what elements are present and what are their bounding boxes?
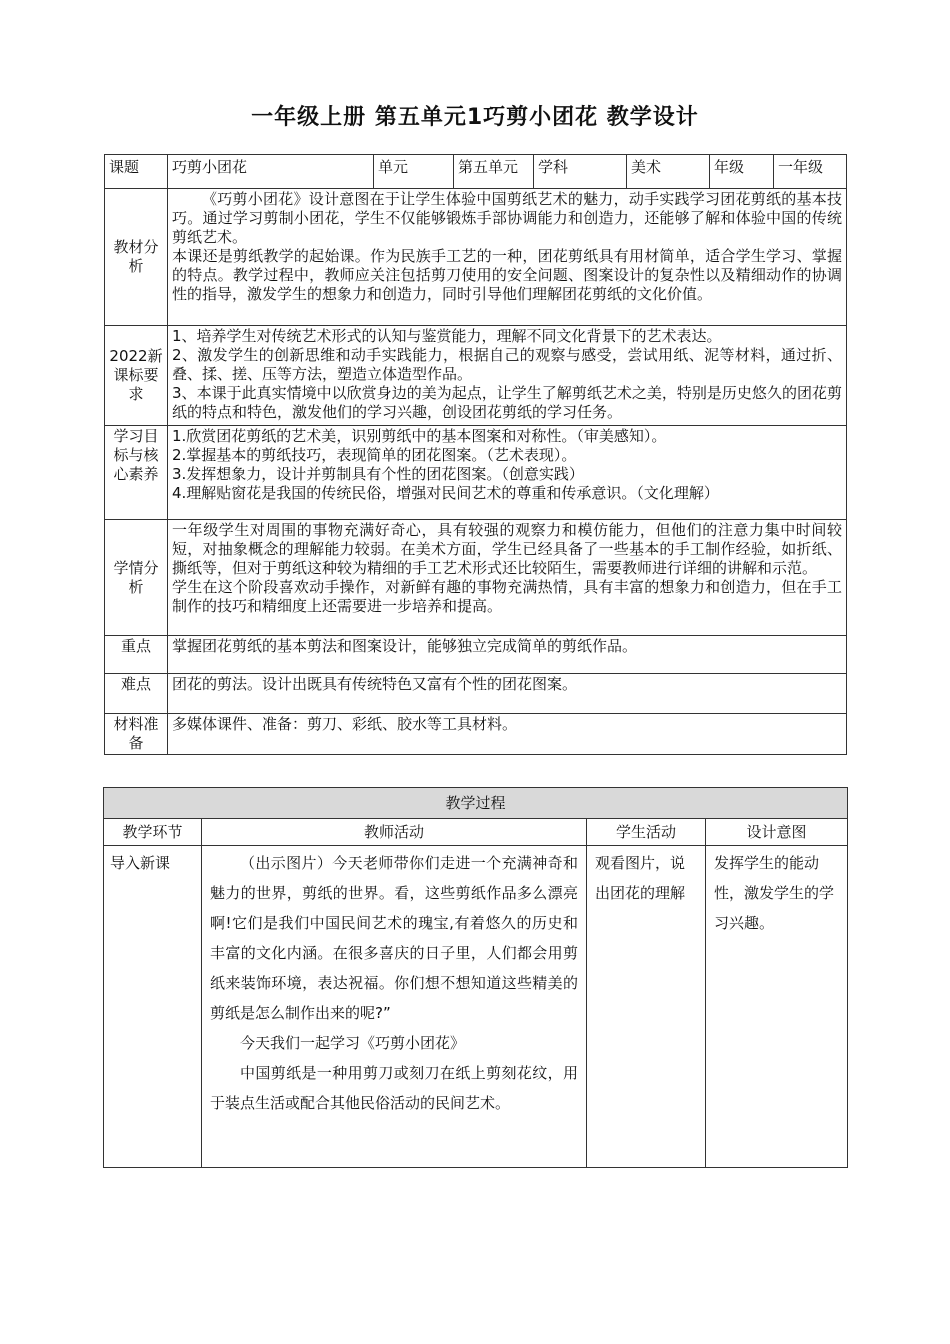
process-row	[104, 846, 848, 1168]
goals-item: 3.发挥想象力，设计并剪制具有个性的团花图案。（创意实践）	[172, 465, 584, 483]
header-stage: 教学环节	[104, 819, 202, 846]
process-header-row	[104, 819, 848, 846]
subject-label: 学科	[534, 155, 627, 189]
unit-value: 第五单元	[454, 155, 534, 189]
learners-row	[105, 520, 847, 636]
learners-paragraph: 一年级学生对周围的事物充满好奇心，具有较强的观察力和模仿能力，但他们的注意力集中时间较短，对抽象概念的理解能力较弱。在美术方面，学生已经具备了一些基本的手工制作经验，如折纸、撕纸等，但对于剪纸这种较为精细的手工艺术形式还比较陌生，需要教师进行详细的讲解和示范。	[172, 521, 842, 577]
teacher-paragraph: 今天我们一起学习《巧剪小团花》	[240, 1034, 466, 1052]
standard-item: 2、激发学生的创新思维和动手实践能力，根据自己的观察与感受，尝试用纸、泥等材料，通过折、叠、揉、搓、压等方法，塑造立体造型作品。	[172, 346, 842, 383]
info-row	[105, 155, 847, 189]
student-activity-cell: 观看图片，说出团花的理解	[587, 846, 706, 1168]
analysis-paragraph: 《巧剪小团花》设计意图在于让学生体验中国剪纸艺术的魅力，动手实践学习团花剪纸的基本技巧。通过学习剪制小团花，学生不仅能够锻炼手部协调能力和创造力，还能够了解和体验中国的传统剪纸艺术。	[172, 190, 842, 246]
goals-row	[105, 426, 847, 520]
materials-row	[105, 714, 847, 755]
analysis-content	[168, 189, 847, 326]
standard-item: 1、培养学生对传统艺术形式的认知与鉴赏能力，理解不同文化背景下的艺术表达。	[172, 327, 722, 345]
stage-cell: 导入新课	[104, 846, 202, 1168]
learners-label: 学情分析	[105, 520, 168, 636]
subject-value: 美术	[627, 155, 710, 189]
teacher-activity-cell	[202, 846, 587, 1168]
goals-item: 1.欣赏团花剪纸的艺术美，识别剪纸中的基本图案和对称性。（审美感知）。	[172, 427, 667, 445]
goals-item: 4.理解贴窗花是我国的传统民俗，增强对民间艺术的尊重和传承意识。（文化理解）	[172, 484, 719, 502]
learners-paragraph: 学生在这个阶段喜欢动手操作，对新鲜有趣的事物充满热情，具有丰富的想象力和创造力，但在手工制作的技巧和精细度上还需要进一步培养和提高。	[172, 578, 842, 615]
standard-item: 3、本课于此真实情境中以欣赏身边的美为起点，让学生了解剪纸艺术之美，特别是历史悠久的团花剪纸的特点和特色，激发他们的学习兴趣，创设团花剪纸的学习任务。	[172, 384, 842, 421]
materials-label: 材料准备	[105, 714, 168, 755]
difficulties-label: 难点	[105, 674, 168, 714]
grade-label: 年级	[710, 155, 774, 189]
difficulties-row	[105, 674, 847, 714]
topic-label: 课题	[105, 155, 168, 189]
grade-value: 一年级	[774, 155, 847, 189]
goals-item: 2.掌握基本的剪纸技巧，表现简单的团花图案。（艺术表现）。	[172, 446, 577, 464]
header-intent: 设计意图	[706, 819, 848, 846]
key-points-row	[105, 636, 847, 674]
teacher-paragraph: （出示图片）今天老师带你们走进一个充满神奇和魅力的世界，剪纸的世界。看，这些剪纸作品多么漂亮啊!它们是我们中国民间艺术的瑰宝,有着悠久的历史和丰富的文化内涵。在很多喜庆的日子里，人们都会用剪纸来装饰环境，表达祝福。你们想不想知道这些精美的剪纸是怎么制作出来的呢?”	[210, 854, 578, 1022]
teacher-paragraph: 中国剪纸是一种用剪刀或刻刀在纸上剪刻花纹，用于装点生活或配合其他民俗活动的民间艺术。	[210, 1064, 578, 1112]
goals-content	[168, 426, 847, 520]
design-intent-cell: 发挥学生的能动性，激发学生的学习兴趣。	[706, 846, 848, 1168]
unit-label: 单元	[374, 155, 454, 189]
topic-value: 巧剪小团花	[168, 155, 374, 189]
analysis-label: 教材分析	[105, 189, 168, 326]
lesson-info-table	[104, 154, 847, 755]
process-title-row	[104, 788, 848, 819]
analysis-row	[105, 189, 847, 326]
teaching-process-table	[103, 787, 848, 1168]
difficulties-text: 团花的剪法。设计出既具有传统特色又富有个性的团花图案。	[168, 674, 847, 714]
process-title: 教学过程	[104, 788, 848, 819]
header-teacher: 教师活动	[202, 819, 587, 846]
key-points-text: 掌握团花剪纸的基本剪法和图案设计，能够独立完成简单的剪纸作品。	[168, 636, 847, 674]
standard-label: 2022新课标要求	[105, 326, 168, 426]
key-points-label: 重点	[105, 636, 168, 674]
header-student: 学生活动	[587, 819, 706, 846]
learners-content	[168, 520, 847, 636]
goals-label: 学习目标与核心素养	[105, 426, 168, 520]
materials-text: 多媒体课件、准备：剪刀、彩纸、胶水等工具材料。	[168, 714, 847, 755]
analysis-paragraph: 本课还是剪纸教学的起始课。作为民族手工艺的一种，团花剪纸具有用材简单，适合学生学习、掌握的特点。教学过程中，教师应关注包括剪刀使用的安全问题、图案设计的复杂性以及精细动作的协调性的指导，激发学生的想象力和创造力，同时引导他们理解团花剪纸的文化价值。	[172, 247, 842, 303]
standard-row	[105, 326, 847, 426]
document-title: 一年级上册 第五单元1巧剪小团花 教学设计	[251, 105, 699, 130]
standard-content	[168, 326, 847, 426]
